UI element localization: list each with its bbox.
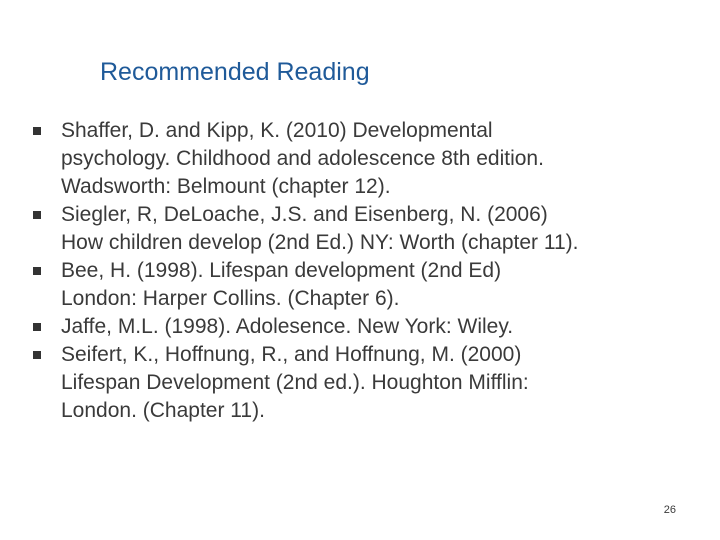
reference-line: psychology. Childhood and adolescence 8th edition.: [61, 147, 544, 170]
slide-title: Recommended Reading: [100, 58, 370, 86]
square-bullet-icon: [33, 127, 41, 135]
square-bullet-icon: [33, 211, 41, 219]
reference-item: [30, 341, 710, 425]
reference-list: [30, 117, 710, 425]
reference-line: Lifespan Development (2nd ed.). Houghton Mifflin:: [61, 371, 529, 394]
square-bullet-icon: [33, 267, 41, 275]
square-bullet-icon: [33, 351, 41, 359]
square-bullet-icon: [33, 323, 41, 331]
reference-line: London. (Chapter 11).: [61, 399, 265, 422]
reference-item: [30, 117, 710, 201]
reference-item: [30, 201, 710, 257]
reference-item: [30, 313, 710, 341]
reference-line: London: Harper Collins. (Chapter 6).: [61, 287, 400, 310]
reference-line: How children develop (2nd Ed.) NY: Worth (chapter 11).: [61, 231, 579, 254]
reference-line: Seifert, K., Hoffnung, R., and Hoffnung, M. (2000): [61, 343, 522, 366]
reference-line: Bee, H. (1998). Lifespan development (2nd Ed): [61, 259, 502, 282]
reference-line: Shaffer, D. and Kipp, K. (2010) Developmental: [61, 119, 493, 142]
reference-line: Wadsworth: Belmount (chapter 12).: [61, 175, 391, 198]
reference-item: [30, 257, 710, 313]
page-number: 26: [663, 504, 676, 516]
reference-line: Jaffe, M.L. (1998). Adolesence. New York: Wiley.: [61, 315, 514, 338]
reference-line: Siegler, R, DeLoache, J.S. and Eisenberg, N. (2006): [61, 203, 548, 226]
